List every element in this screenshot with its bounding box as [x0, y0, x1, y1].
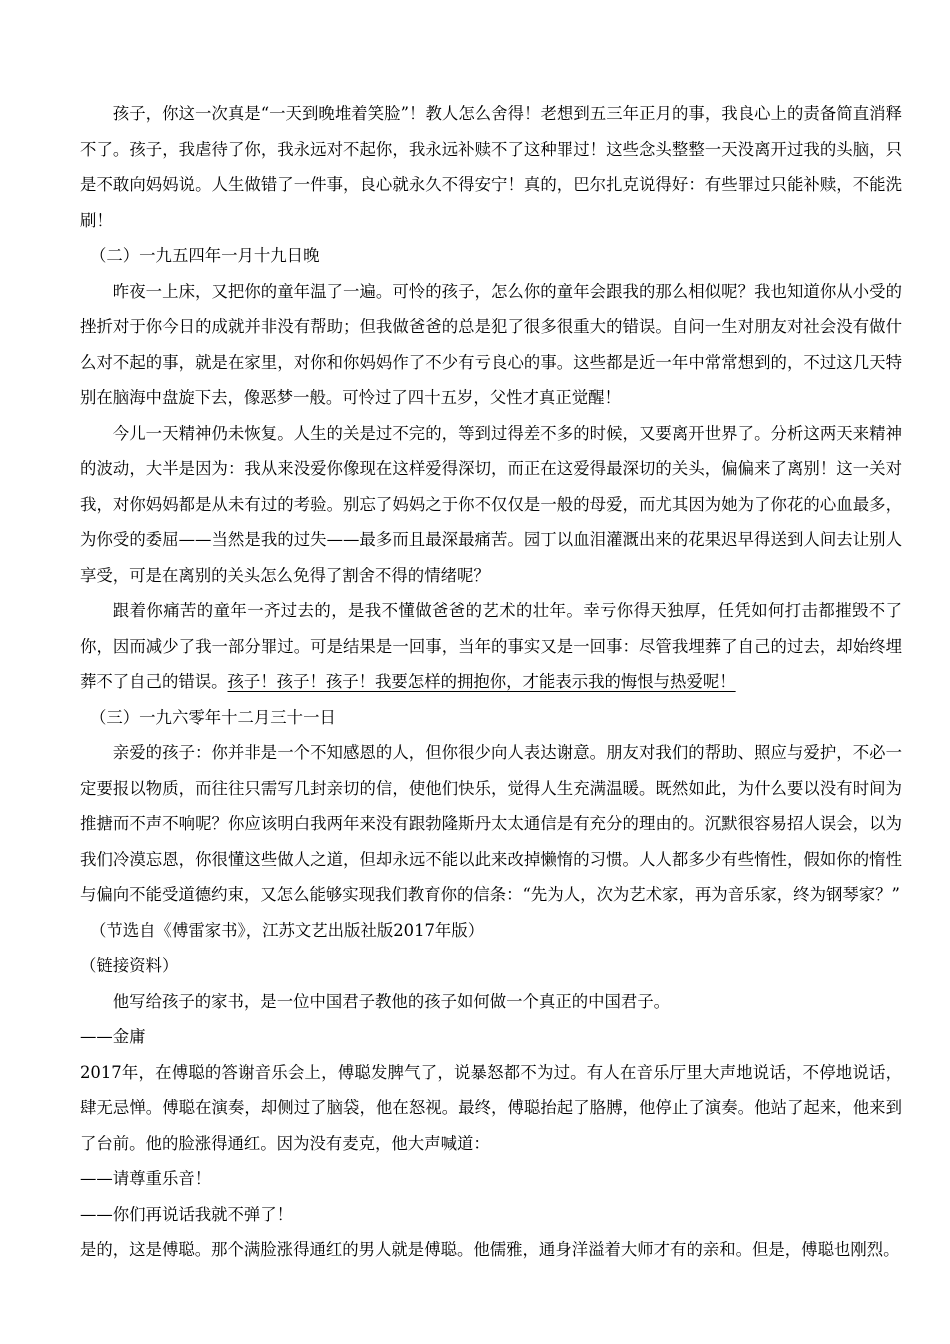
paragraph-letter-2-c — [80, 593, 902, 700]
paragraph-text: 跟着你痛苦的童年一齐过去的，是我不懂做爸爸的艺术的壮年。幸亏你得天独厚，任凭如何打击都摧毁不了你，因而减少了我一部分罪过。可是结果是一回事，当年的事实又是一回事：尽管我埋葬了自己的过去，却始终埋葬不了自己的错误。 — [80, 601, 902, 691]
document-page — [80, 96, 902, 1268]
section-heading-2: （二）一九五四年一月十九日晚 — [90, 246, 320, 265]
quote-text: 他写给孩子的家书，是一位中国君子教他的孩子如何做一个真正的中国君子。 — [112, 991, 671, 1011]
shout-line-1: ——请尊重乐音！ — [80, 1169, 212, 1188]
paragraph-concert: 2017年，在傅聪的答谢音乐会上，傅聪发脾气了，说暴怒都不为过。有人在音乐厅里大声地说话，不停地说话，肆无忌惮。傅聪在演奏，却侧过了脑袋，他在怒视。最终，傅聪抬起了胳膊，他停止了演奏。他站了起来，他来到了台前。他的脸涨得通红。因为没有麦克，他大声喊道： — [80, 1062, 902, 1153]
paragraph-letter-2-b: 今儿一天精神仍未恢复。人生的关是过不完的，等到过得差不多的时候，又要离开世界了。分析这两天来精神的波动，大半是因为：我从来没爱你像现在这样爱得深切，而正在这爱得最深切的关头，偏偏来了离别！这一关对我，对你妈妈都是从未有过的考验。别忘了妈妈之于你不仅仅是一般的母爱，而尤其因为她为了你花的心血最多，为你受的委屈——当然是我的过失——最多而且最深最痛苦。园丁以血泪灌溉出来的花果迟早得送到人间去让别人享受，可是在离别的关头怎么免得了割舍不得的情绪呢？ — [80, 423, 902, 585]
link-material-label: （链接资料） — [80, 956, 179, 975]
quote-author: ——金庸 — [80, 1027, 146, 1046]
paragraph-letter-3: 亲爱的孩子：你并非是一个不知感恩的人，但你很少向人表达谢意。朋友对我们的帮助、照应与爱护，不必一定要报以物质，而往往只需写几封亲切的信，使他们快乐，觉得人生充满温暖。既然如此，为什么要以没有时间为推搪而不声不响呢？你应该明白我两年来没有跟勃隆斯丹太太通信是有充分的理由的。沉默很容易招人误会，以为我们冷漠忘恩，你很懂这些做人之道，但却永远不能以此来改掉懒惰的习惯。人人都多少有些惰性，假如你的惰性与偏向不能受道德约束，又怎么能够实现我们教育你的信条：“先为人，次为艺术家，再为音乐家，终为钢琴家？” — [80, 743, 902, 904]
shout-line-2: ——你们再说话我就不弹了！ — [80, 1204, 294, 1224]
paragraph-letter-2-a: 昨夜一上床，又把你的童年温了一遍。可怜的孩子，怎么你的童年会跟我的那么相似呢？我也知道你从小受的挫折对于你今日的成就并非没有帮助；但我做爸爸的总是犯了很多很重大的错误。自问一生对朋友对社会没有做什么对不起的事，就是在家里，对你和你妈妈作了不少有亏良心的事。这些都是近一年中常常想到的，不过这几天特别在脑海中盘旋下去，像恶梦一般。可怜过了四十五岁，父性才真正觉醒！ — [80, 281, 902, 407]
section-heading-3: （三）一九六零年十二月三十一日 — [90, 707, 336, 727]
underlined-sentence: 孩子！孩子！孩子！我要怎样的拥抱你，才能表示我的悔恨与热爱呢！ — [227, 672, 736, 691]
paragraph-letter-1-end: 孩子，你这一次真是“一天到晚堆着笑脸”！教人怎么舍得！老想到五三年正月的事，我良心上的责备简直消释不了。孩子，我虐待了你，我永远对不起你，我永远补赎不了这种罪过！这些念头整整一天没离开过我的头脑，只是不敢向妈妈说。人生做错了一件事，良心就永久不得安宁！真的，巴尔扎克说得好：有些罪过只能补赎，不能洗刷！ — [80, 104, 902, 230]
paragraph-closing: 是的，这是傅聪。那个满脸涨得通红的男人就是傅聪。他儒雅，通身洋溢着大师才有的亲和。但是，傅聪也刚烈。 — [80, 1240, 900, 1259]
source-citation: （节选自《傅雷家书》，江苏文艺出版社版2017年版） — [90, 920, 485, 940]
